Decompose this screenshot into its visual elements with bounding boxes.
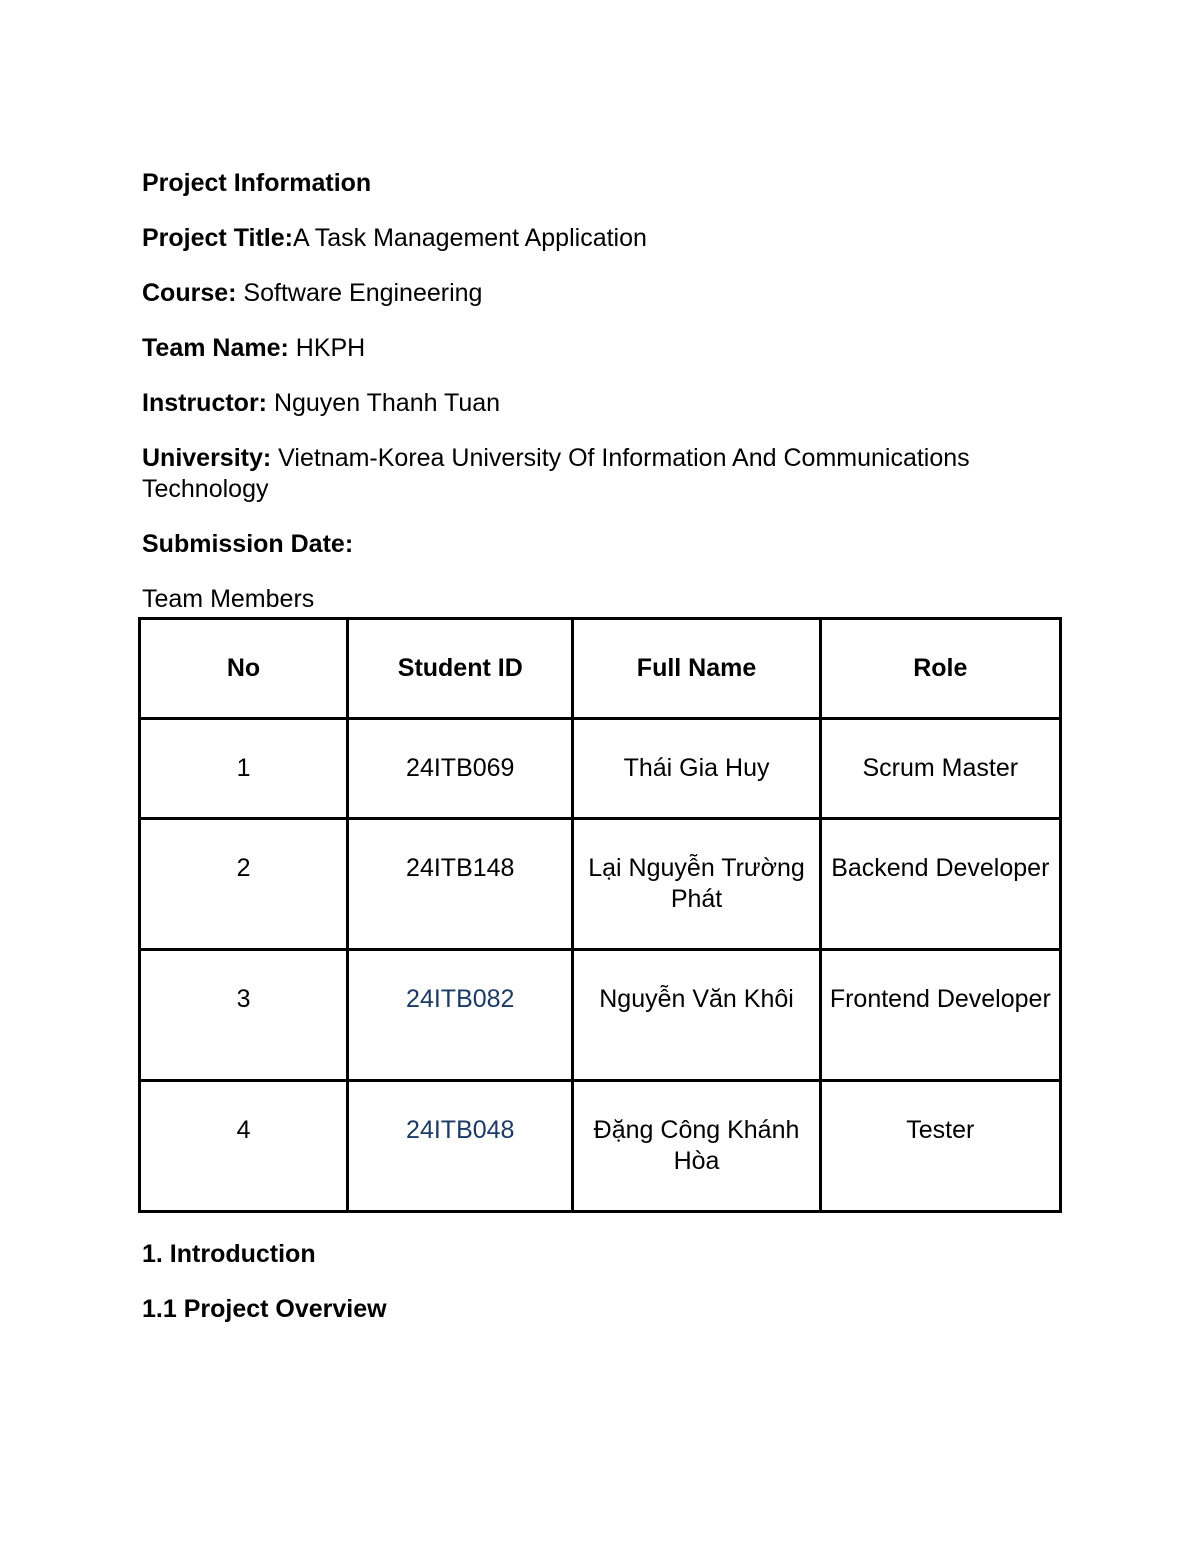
course-line — [142, 278, 1062, 309]
university-value: Vietnam-Korea University Of Information And Communications Technology — [142, 444, 970, 503]
instructor-value: Nguyen Thanh Tuan — [267, 389, 501, 417]
instructor-line — [142, 388, 1062, 419]
table-row — [140, 1081, 1061, 1212]
university-line — [142, 443, 1062, 505]
cell-full-name: Nguyễn Văn Khôi — [573, 950, 820, 1081]
team-name-value: HKPH — [288, 334, 366, 362]
table-row — [140, 950, 1061, 1081]
cell-no: 1 — [140, 719, 348, 819]
table-row — [140, 719, 1061, 819]
team-members-table — [138, 617, 1062, 1213]
table-header-row — [140, 619, 1061, 719]
cell-student-id-link[interactable]: 24ITB048 — [348, 1081, 573, 1212]
cell-role: Backend Developer — [820, 819, 1060, 950]
submission-date-line — [142, 529, 1062, 560]
team-name-label: Team Name: — [142, 334, 289, 362]
cell-full-name: Lại Nguyễn Trường Phát — [573, 819, 820, 950]
cell-role: Scrum Master — [820, 719, 1060, 819]
submission-date-label: Submission Date: — [142, 530, 354, 558]
cell-student-id: 24ITB148 — [348, 819, 573, 950]
university-label: University: — [142, 444, 272, 472]
page-title: Project Information — [142, 169, 372, 197]
team-members-label: Team Members — [142, 585, 315, 613]
section-heading-introduction: 1. Introduction — [142, 1240, 316, 1268]
project-title-label: Project Title: — [142, 224, 293, 252]
column-header-no: No — [140, 619, 348, 719]
cell-no: 4 — [140, 1081, 348, 1212]
document-page — [142, 168, 1062, 1349]
section-heading-project-overview: 1.1 Project Overview — [142, 1295, 387, 1323]
cell-no: 3 — [140, 950, 348, 1081]
table-row — [140, 819, 1061, 950]
cell-full-name: Đặng Công Khánh Hòa — [573, 1081, 820, 1212]
cell-no: 2 — [140, 819, 348, 950]
instructor-label: Instructor: — [142, 389, 267, 417]
column-header-role: Role — [820, 619, 1060, 719]
team-name-line — [142, 333, 1062, 364]
column-header-full-name: Full Name — [573, 619, 820, 719]
cell-role: Tester — [820, 1081, 1060, 1212]
cell-student-id-link[interactable]: 24ITB082 — [348, 950, 573, 1081]
project-title-value: A Task Management Application — [292, 224, 647, 252]
cell-full-name: Thái Gia Huy — [573, 719, 820, 819]
cell-role: Frontend Developer — [820, 950, 1060, 1081]
cell-student-id: 24ITB069 — [348, 719, 573, 819]
course-label: Course: — [142, 279, 237, 307]
course-value: Software Engineering — [236, 279, 483, 307]
project-title-line — [142, 223, 1062, 254]
column-header-student-id: Student ID — [348, 619, 573, 719]
